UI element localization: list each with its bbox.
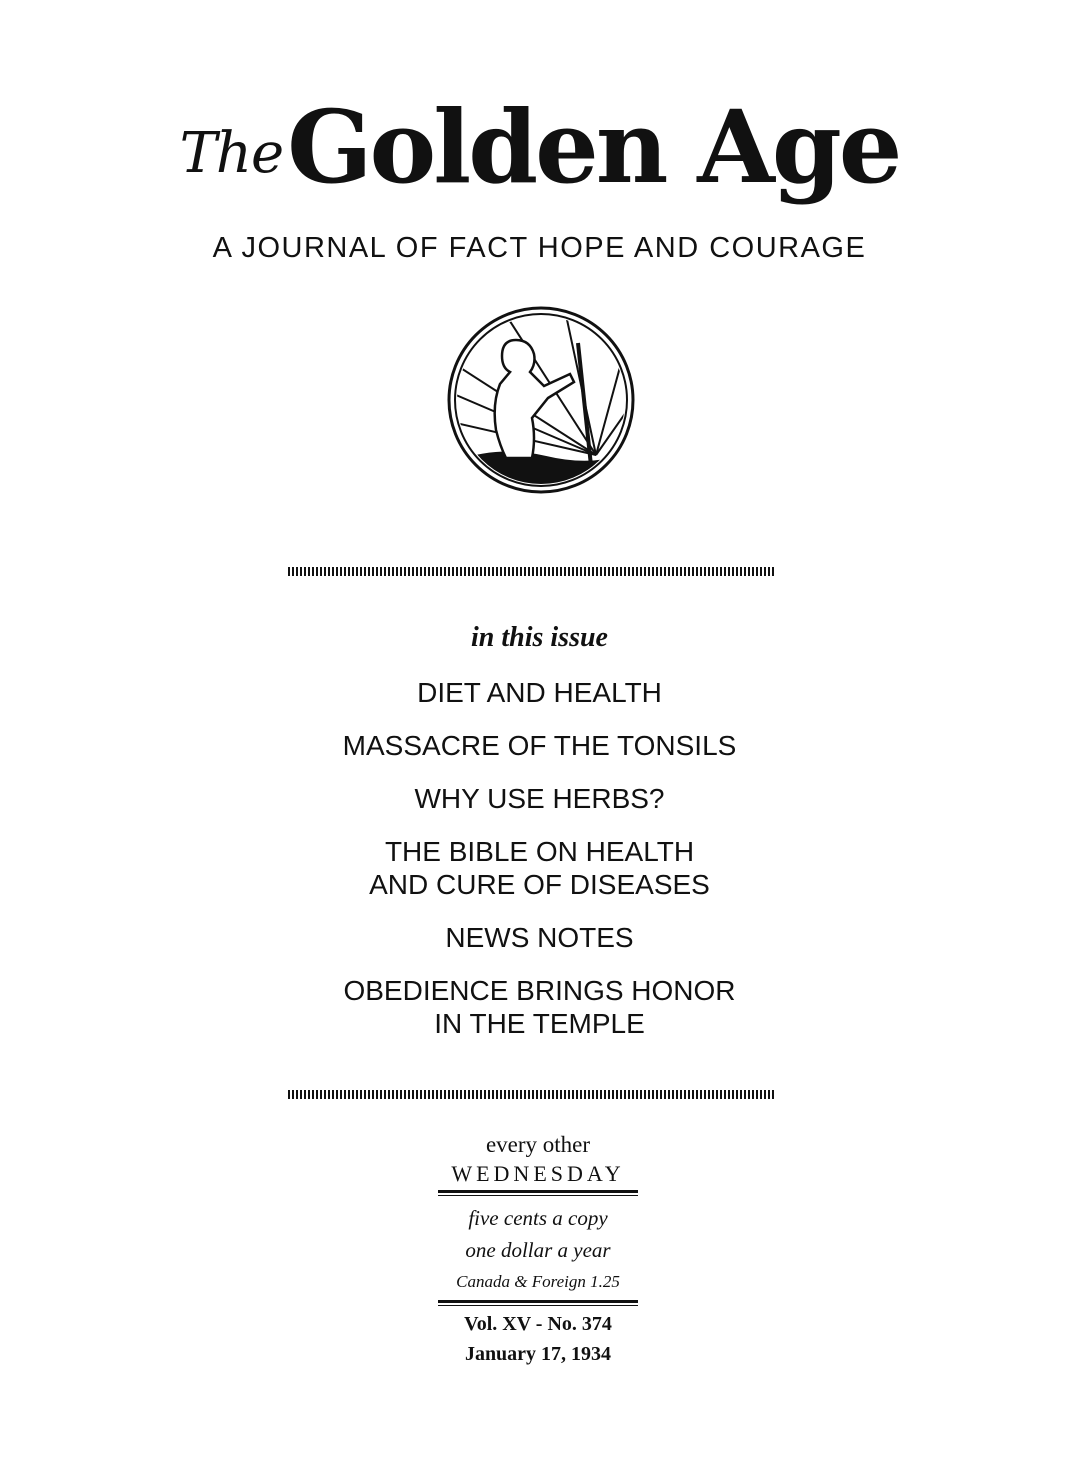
contents-line: THE BIBLE ON HEALTH [384,836,695,867]
contents-line: AND CURE OF DISEASES [369,869,710,900]
contents-item [0,974,1079,1040]
price-per-year: one dollar a year [465,1238,611,1262]
contents-item [0,921,1079,954]
title-main: Golden Age [287,88,900,206]
figure-sunrise-emblem-icon [446,305,636,495]
frequency-line: every other [485,1132,591,1157]
price-per-copy: five cents a copy [468,1206,608,1230]
contents-item [0,782,1079,815]
volume-number: Vol. XV - No. 374 [464,1313,612,1335]
masthead-subtitle: A JOURNAL OF FACT HOPE AND COURAGE [212,232,867,264]
contents-line: IN THE TEMPLE [434,1008,645,1039]
contents-item [0,676,1079,709]
divider-rule-bottom [288,1090,776,1099]
contents-line: OBEDIENCE BRINGS HONOR [343,975,736,1006]
title-prefix: The [179,121,284,186]
price-foreign: Canada & Foreign 1.25 [456,1272,620,1291]
double-rule [438,1190,638,1196]
contents-item [0,835,1079,901]
frequency-day: WEDNESDAY [451,1161,625,1186]
table-of-contents [0,676,1079,1060]
divider-rule-top [288,567,776,576]
contents-line: WHY USE HERBS? [414,783,665,814]
contents-line: NEWS NOTES [445,922,634,953]
in-this-issue-heading: in this issue [471,622,608,653]
contents-item [0,729,1079,762]
masthead-title [0,88,1079,206]
publication-info [438,1130,638,1366]
double-rule [438,1300,638,1306]
issue-date: January 17, 1934 [464,1343,612,1365]
contents-line: DIET AND HEALTH [417,677,662,708]
contents-line: MASSACRE OF THE TONSILS [342,730,737,761]
